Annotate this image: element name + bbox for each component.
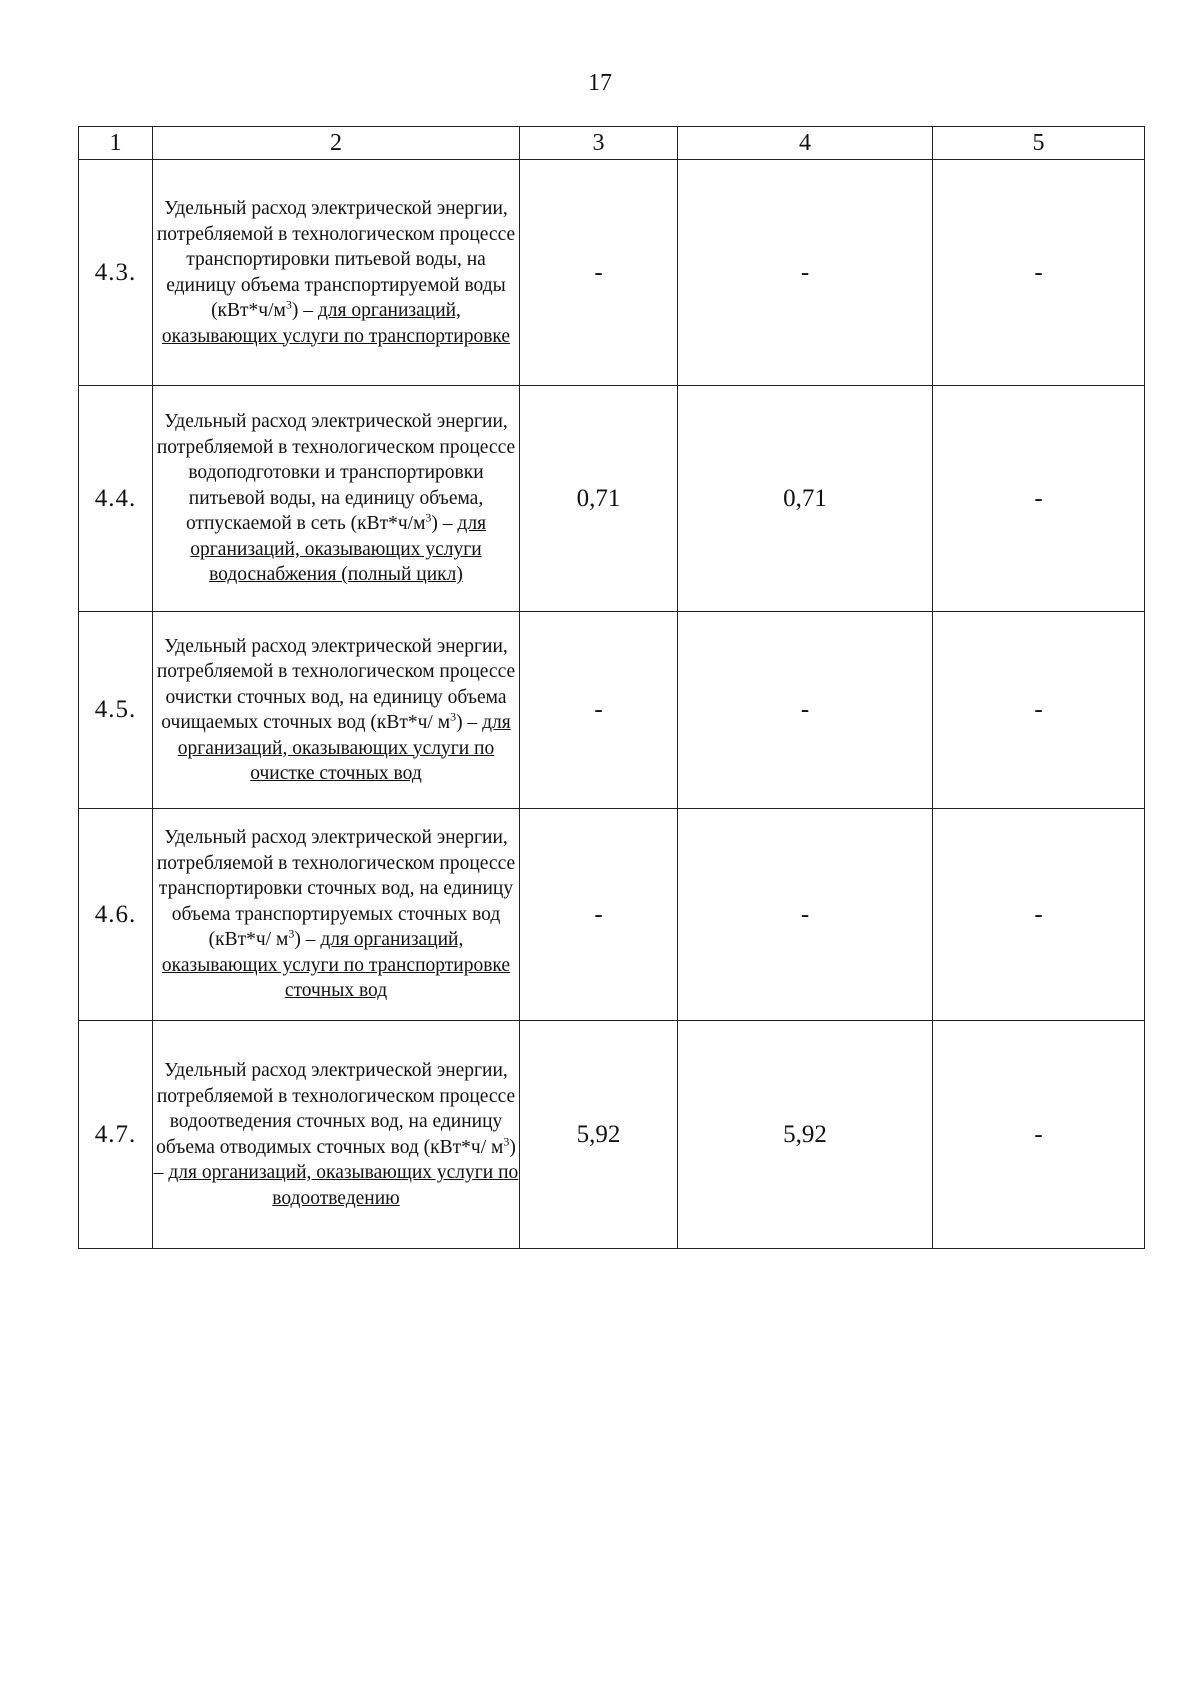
description-text: Удельный расход электрической энергии, потребляемой в технологическом процессе транспортировки сточных вод, на единицу объема транспортируемых сточных вод (кВт*ч/ м: [156, 827, 516, 951]
value-col-3: -: [520, 612, 678, 809]
row-description: [153, 612, 520, 809]
indicators-table: [78, 126, 1145, 1249]
superscript: 3: [425, 510, 432, 525]
row-number: 4.7.: [79, 1021, 153, 1249]
value-col-5: -: [933, 386, 1145, 612]
description-text: Удельный расход электрической энергии, потребляемой в технологическом процессе водоподготовки и транспортировки питьевой воды, на единицу объема, отпускаемой в сеть (кВт*ч/м: [156, 411, 516, 535]
description-underlined: для организаций, оказывающих услуги по транспортировке сточных вод: [161, 929, 511, 1002]
value-col-4: -: [678, 809, 933, 1021]
table-row: [79, 809, 1145, 1021]
header-col-1: 1: [79, 127, 153, 160]
row-number: 4.6.: [79, 809, 153, 1021]
header-col-3: 3: [520, 127, 678, 160]
table-row: [79, 386, 1145, 612]
description-text: Удельный расход электрической энергии, потребляемой в технологическом процессе водоотведения сточных вод, на единицу объема отводимых сточных вод (кВт*ч/ м: [156, 1060, 516, 1158]
row-description: [153, 809, 520, 1021]
description-dash: ) –: [294, 929, 321, 951]
page-number: 17: [588, 70, 612, 96]
description-dash: ) –: [456, 712, 483, 733]
description-underlined: для организаций, оказывающих услуги по транспортировке: [161, 300, 511, 347]
description-text: Удельный расход электрической энергии, потребляемой в технологическом процессе очистки сточных вод, на единицу объема очищаемых сточных вод (кВт*ч/ м: [156, 635, 516, 733]
row-description: [153, 160, 520, 386]
superscript: 3: [285, 297, 292, 312]
value-col-4: -: [678, 612, 933, 809]
value-col-5: -: [933, 1021, 1145, 1249]
header-col-2: 2: [153, 127, 520, 160]
row-number: 4.4.: [79, 386, 153, 612]
value-col-3: -: [520, 160, 678, 386]
table-header: [79, 127, 1145, 160]
table-row: [79, 160, 1145, 386]
description-dash: ) –: [153, 1136, 516, 1183]
row-number: 4.3.: [79, 160, 153, 386]
row-description: [153, 1021, 520, 1249]
value-col-3: -: [520, 809, 678, 1021]
description-underlined: для организаций, оказывающих услуги водоснабжения (полный цикл): [190, 513, 487, 586]
description-text: Удельный расход электрической энергии, потребляемой в технологическом процессе транспортировки питьевой воды, на единицу объема транспортируемой воды (кВт*ч/м: [156, 198, 516, 321]
superscript: 3: [288, 926, 295, 941]
value-col-3: 0,71: [520, 386, 678, 612]
value-col-5: -: [933, 809, 1145, 1021]
superscript: 3: [503, 1134, 510, 1148]
value-col-4: 0,71: [678, 386, 933, 612]
superscript: 3: [450, 709, 457, 724]
description-dash: ) –: [291, 300, 318, 321]
header-col-5: 5: [933, 127, 1145, 160]
description-underlined: для организаций, оказывающих услуги по водоотведению: [168, 1162, 519, 1209]
row-number: 4.5.: [79, 612, 153, 809]
table-row: [79, 612, 1145, 809]
value-col-4: -: [678, 160, 933, 386]
description-dash: ) –: [431, 513, 458, 535]
row-description: [153, 386, 520, 612]
table-header-row: [79, 127, 1145, 160]
value-col-5: -: [933, 612, 1145, 809]
header-col-4: 4: [678, 127, 933, 160]
value-col-4: 5,92: [678, 1021, 933, 1249]
value-col-5: -: [933, 160, 1145, 386]
value-col-3: 5,92: [520, 1021, 678, 1249]
table-row: [79, 1021, 1145, 1249]
description-underlined: для организаций, оказывающих услуги по очистке сточных вод: [177, 712, 511, 784]
